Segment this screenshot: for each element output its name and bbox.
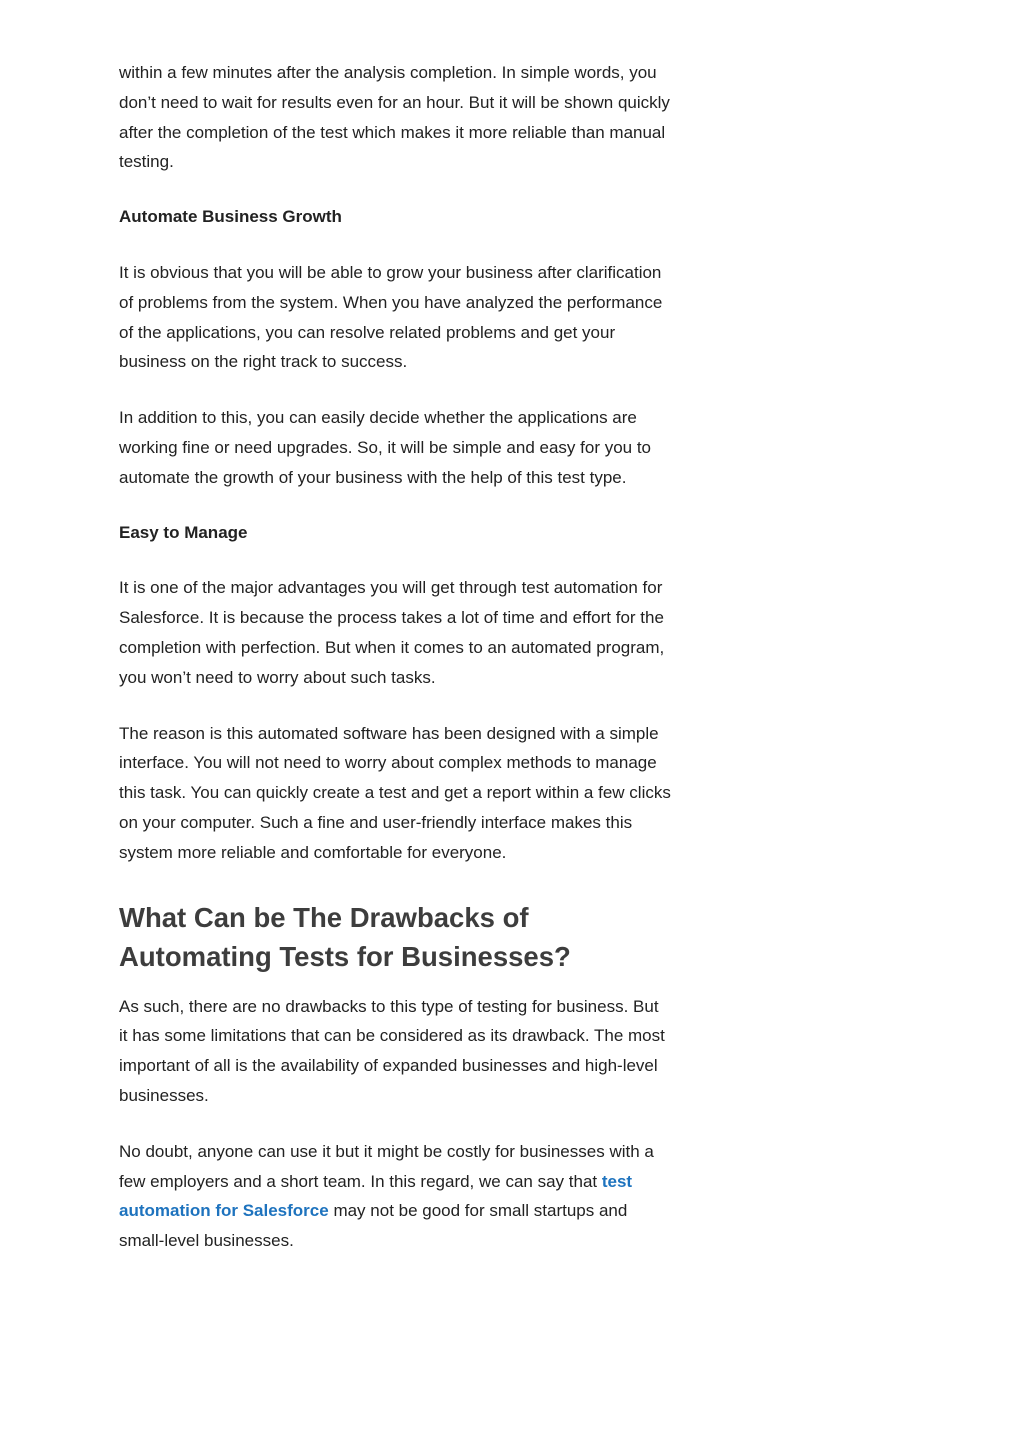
article-body: [119, 58, 671, 1256]
drawbacks-paragraph-2: [119, 1137, 671, 1256]
drawbacks-heading: What Can be The Drawbacks of Automating Tests for Businesses?: [119, 901, 571, 972]
manage-paragraph-2: The reason is this automated software has been designed with a simple interface. You will not need to worry about complex methods to manage this task. You can quickly create a test and get a report within a few clicks on your computer. Such a fine and user-friendly interface makes this system more reliable and comfortable for everyone.: [119, 723, 671, 862]
growth-paragraph-2: In addition to this, you can easily decide whether the applications are working fine or need upgrades. So, it will be simple and easy for you to automate the growth of your business with the help of this test type.: [119, 408, 652, 487]
manage-heading: Easy to Manage: [119, 522, 248, 542]
salesforce-automation-link[interactable]: test automation for Salesforce: [119, 1171, 633, 1221]
growth-heading: Automate Business Growth: [119, 207, 342, 227]
manage-paragraph-1: It is one of the major advantages you will get through test automation for Salesforce. It is because the process takes a lot of time and effort for the completion with perfection. But when it comes to an automated program, you won’t need to worry about such tasks.: [119, 578, 665, 687]
growth-paragraph-1: It is obvious that you will be able to grow your business after clarification of problems from the system. When you have analyzed the performance of the applications, you can resolve related problems and get your business on the right track to success.: [119, 262, 663, 372]
intro-paragraph: within a few minutes after the analysis completion. In simple words, you don’t need to wait for results even for an hour. But it will be shown quickly after the completion of the test which makes it more reliable than manual testing.: [119, 63, 670, 172]
drawbacks-text-before-link: No doubt, anyone can use it but it might be costly for businesses with a few employers and a short team. In this regard, we can say that: [119, 1141, 654, 1191]
drawbacks-text-after-link: may not be good for small startups and small-level businesses.: [119, 1201, 628, 1251]
drawbacks-paragraph-1: As such, there are no drawbacks to this type of testing for business. But it has some limitations that can be considered as its drawback. The most important of all is the availability of expanded businesses and high-level businesses.: [119, 996, 665, 1105]
